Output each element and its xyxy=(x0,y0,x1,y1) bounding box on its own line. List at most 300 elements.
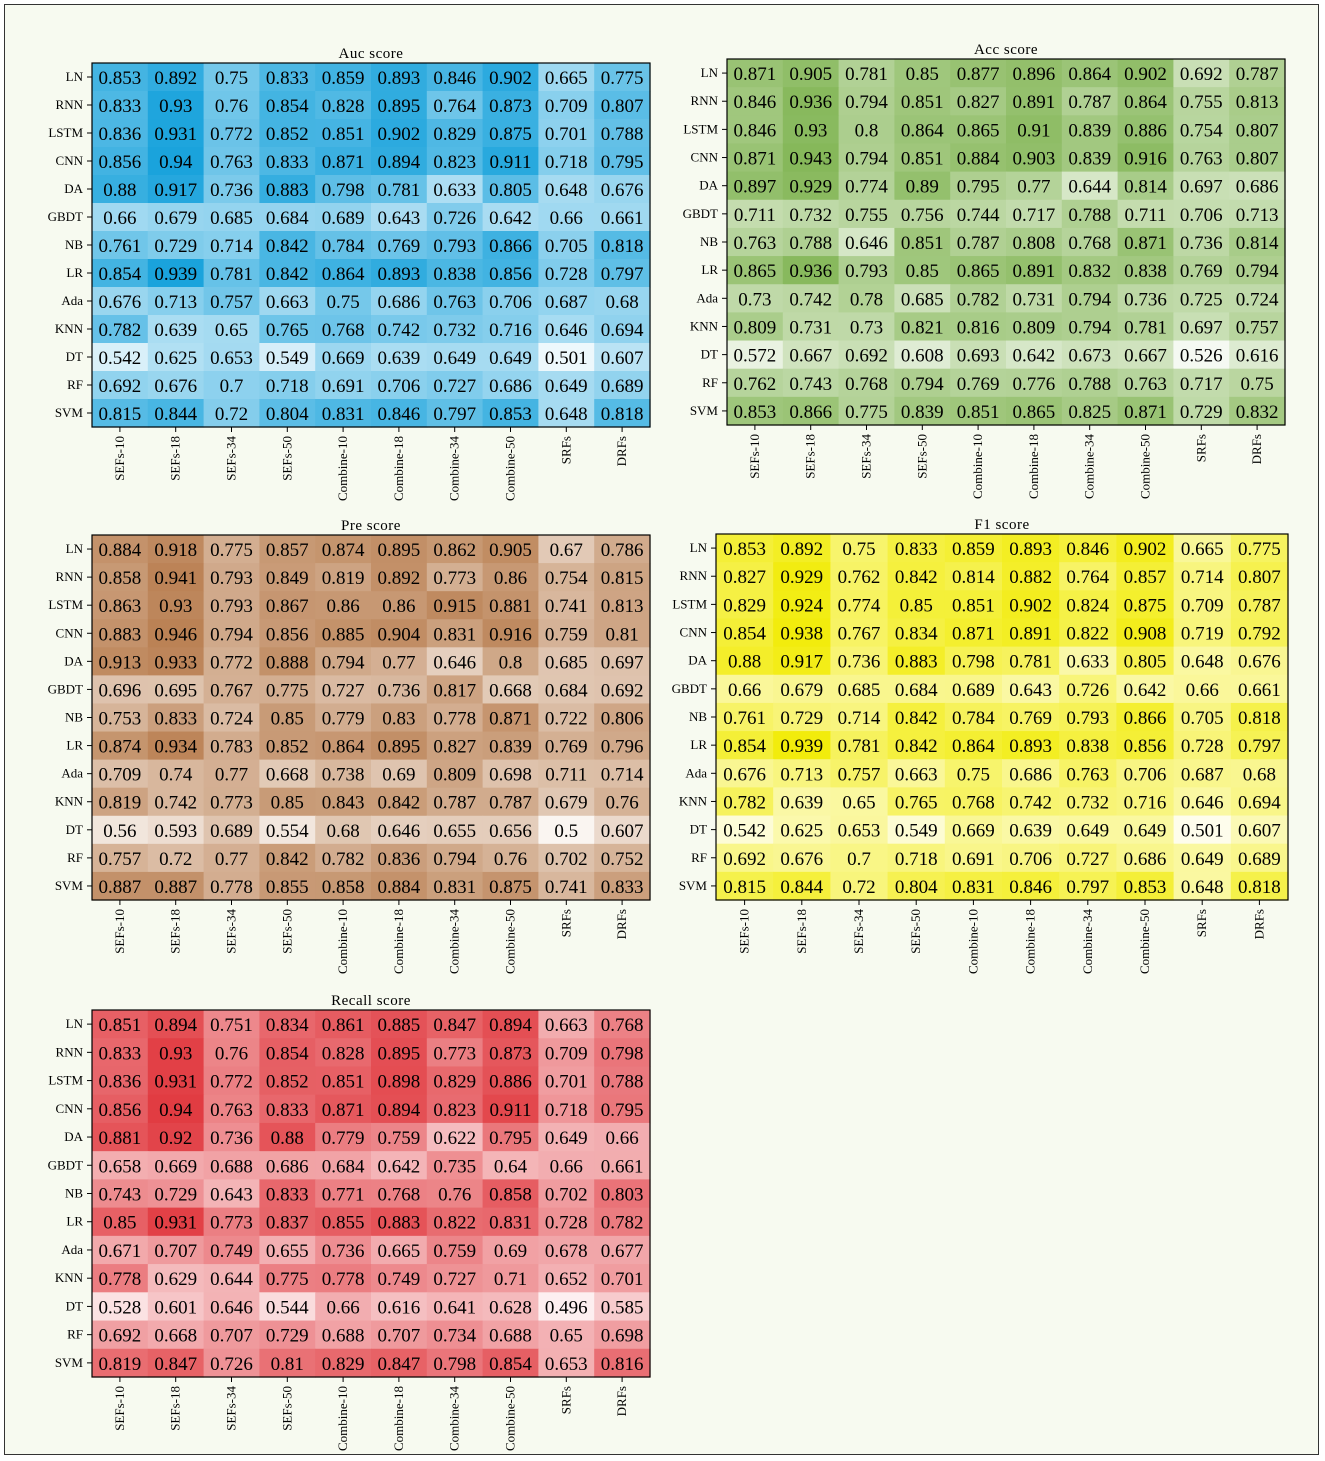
cell-value-label: 0.629 xyxy=(154,1269,198,1291)
row-label: RF xyxy=(67,377,83,392)
cell-value-label: 0.69 xyxy=(493,1240,528,1262)
cell-value-label: 0.93 xyxy=(159,596,193,618)
cell-value-label: 0.772 xyxy=(210,1071,253,1093)
cell-value-label: 0.831 xyxy=(489,1212,532,1234)
row-label: RF xyxy=(67,849,83,865)
cell-value-label: 0.797 xyxy=(600,264,644,285)
cell-value-label: 0.714 xyxy=(837,708,881,729)
cell-value-label: 0.875 xyxy=(489,124,532,145)
cell-value-label: 0.853 xyxy=(733,401,777,423)
cell-value-label: 0.65 xyxy=(842,792,876,814)
cell-value-label: 0.701 xyxy=(600,1269,644,1291)
cell-value-label: 0.836 xyxy=(377,848,421,870)
cell-value-label: 0.823 xyxy=(433,152,477,173)
cell-value-label: 0.833 xyxy=(600,876,644,898)
cell-value-label: 0.806 xyxy=(600,708,644,730)
cell-value-label: 0.877 xyxy=(956,64,1000,86)
column-label: Combine-18 xyxy=(1025,434,1041,499)
cell-value-label: 0.781 xyxy=(837,736,881,758)
cell-value-label: 0.827 xyxy=(433,736,477,758)
cell-value-label: 0.837 xyxy=(265,1212,309,1234)
cell-value-label: 0.855 xyxy=(265,876,309,898)
cell-value-label: 0.846 xyxy=(1009,876,1052,898)
cell-value-label: 0.858 xyxy=(489,1184,532,1206)
column-label: SEFs-18 xyxy=(167,909,183,954)
cell-value-label: 0.542 xyxy=(98,348,142,369)
cell-value-label: 0.753 xyxy=(98,708,142,730)
cell-value-label: 0.663 xyxy=(894,764,938,786)
cell-value-label: 0.633 xyxy=(433,180,477,201)
row-label: DA xyxy=(688,652,707,668)
cell-value-label: 0.697 xyxy=(1179,176,1223,198)
cell-value-label: 0.639 xyxy=(377,348,421,369)
cell-value-label: 0.898 xyxy=(377,1071,421,1093)
cell-value-label: 0.875 xyxy=(1123,595,1167,617)
cell-value-label: 0.685 xyxy=(544,652,588,674)
cell-value-label: 0.827 xyxy=(723,567,766,589)
cell-value-label: 0.784 xyxy=(321,236,365,257)
cell-value-label: 0.692 xyxy=(723,848,766,870)
cell-value-label: 0.775 xyxy=(265,1269,309,1291)
cell-value-label: 0.884 xyxy=(98,540,142,562)
cell-value-label: 0.649 xyxy=(1066,820,1110,842)
cell-value-label: 0.911 xyxy=(489,152,532,173)
cell-value-label: 0.839 xyxy=(1068,120,1112,142)
column-label: Combine-50 xyxy=(1137,434,1153,499)
cell-value-label: 0.895 xyxy=(377,1043,421,1065)
row-label: LR xyxy=(66,737,83,753)
cell-value-label: 0.831 xyxy=(433,624,477,646)
column-label: SEFs-50 xyxy=(279,436,295,481)
cell-value-label: 0.665 xyxy=(377,1240,421,1262)
cell-value-label: 0.646 xyxy=(845,233,888,254)
cell-value-label: 0.859 xyxy=(321,68,365,89)
cell-value-label: 0.763 xyxy=(1066,764,1110,786)
cell-value-label: 0.804 xyxy=(894,876,938,898)
cell-value-label: 0.66 xyxy=(103,208,137,229)
cell-value-label: 0.722 xyxy=(544,708,588,730)
cell-value-label: 0.757 xyxy=(98,848,142,870)
cell-value-label: 0.665 xyxy=(544,68,588,89)
cell-value-label: 0.866 xyxy=(489,236,532,257)
cell-value-label: 0.724 xyxy=(210,708,253,730)
row-label: SVM xyxy=(54,405,83,420)
cell-value-label: 0.729 xyxy=(265,1325,309,1347)
cell-value-label: 0.68 xyxy=(326,820,360,842)
column-label: SEFs-18 xyxy=(802,434,818,479)
cell-value-label: 0.65 xyxy=(549,1325,583,1347)
row-label: LN xyxy=(65,1016,83,1032)
cell-value-label: 0.851 xyxy=(900,148,944,170)
cell-value-label: 0.616 xyxy=(1235,345,1279,367)
cell-value-label: 0.639 xyxy=(1009,820,1052,842)
cell-value-label: 0.607 xyxy=(600,348,644,369)
cell-value-label: 0.718 xyxy=(894,848,938,870)
cell-value-label: 0.639 xyxy=(154,320,198,341)
row-label: SVM xyxy=(54,877,83,893)
row-label: LR xyxy=(66,1213,83,1229)
cell-value-label: 0.871 xyxy=(1124,233,1167,254)
cell-value-label: 0.771 xyxy=(321,1184,365,1206)
cell-value-label: 0.71 xyxy=(493,1269,528,1291)
cell-value-label: 0.768 xyxy=(952,792,995,814)
cell-value-label: 0.858 xyxy=(321,876,365,898)
cell-value-label: 0.866 xyxy=(1123,708,1167,729)
cell-value-label: 0.625 xyxy=(780,820,824,842)
row-label: LSTM xyxy=(48,597,83,613)
cell-value-label: 0.849 xyxy=(265,568,309,590)
cell-value-label: 0.856 xyxy=(98,1099,142,1121)
cell-value-label: 0.742 xyxy=(154,792,198,814)
cell-value-label: 0.641 xyxy=(433,1297,477,1319)
cell-value-label: 0.778 xyxy=(98,1269,142,1291)
cell-value-label: 0.865 xyxy=(733,261,777,283)
cell-value-label: 0.871 xyxy=(1124,401,1167,423)
cell-value-label: 0.692 xyxy=(1179,64,1223,86)
heatmap-0 xyxy=(48,46,651,501)
row-label: DT xyxy=(700,346,718,362)
cell-value-label: 0.905 xyxy=(789,64,833,86)
cell-value-label: 0.817 xyxy=(433,680,477,702)
cell-value-label: 0.769 xyxy=(377,236,421,257)
row-label: RNN xyxy=(679,568,707,584)
cell-value-label: 0.642 xyxy=(377,1156,421,1178)
cell-value-label: 0.816 xyxy=(600,1353,644,1375)
column-label: Combine-18 xyxy=(1022,909,1038,974)
cell-value-label: 0.856 xyxy=(1123,736,1167,758)
cell-value-label: 0.686 xyxy=(265,1156,309,1178)
cell-value-label: 0.852 xyxy=(265,1071,309,1093)
row-label: GBDT xyxy=(682,205,718,221)
column-label: SEFs-18 xyxy=(167,1386,183,1431)
row-label: Ada xyxy=(61,765,83,781)
cell-value-label: 0.72 xyxy=(842,876,876,898)
cell-value-label: 0.663 xyxy=(544,1015,588,1037)
cell-value-label: 0.676 xyxy=(1238,651,1281,673)
cell-value-label: 0.73 xyxy=(849,317,884,339)
cell-value-label: 0.846 xyxy=(433,68,477,89)
cell-value-label: 0.68 xyxy=(1242,764,1277,786)
cell-value-label: 0.759 xyxy=(544,624,588,646)
cell-value-label: 0.768 xyxy=(377,1184,421,1206)
cell-value-label: 0.725 xyxy=(1179,289,1223,311)
cell-value-label: 0.788 xyxy=(1068,204,1112,226)
cell-value-label: 0.669 xyxy=(154,1156,198,1178)
cell-value-label: 0.794 xyxy=(1235,261,1279,283)
cell-value-label: 0.795 xyxy=(489,1128,532,1150)
cell-value-label: 0.902 xyxy=(1009,595,1052,617)
cell-value-label: 0.902 xyxy=(489,68,532,89)
cell-value-label: 0.847 xyxy=(377,1353,421,1375)
row-label: Ada xyxy=(696,290,718,306)
row-label: LR xyxy=(701,262,718,278)
cell-value-label: 0.652 xyxy=(544,1269,588,1291)
row-label: NB xyxy=(699,234,718,249)
column-label: SRFs xyxy=(558,909,574,938)
cell-value-label: 0.89 xyxy=(905,176,939,198)
cell-value-label: 0.896 xyxy=(1012,64,1056,86)
cell-value-label: 0.787 xyxy=(433,792,477,814)
cell-value-label: 0.831 xyxy=(321,404,365,425)
row-label: LN xyxy=(689,540,707,556)
cell-value-label: 0.661 xyxy=(600,1156,644,1178)
cell-value-label: 0.862 xyxy=(433,540,477,562)
cell-value-label: 0.714 xyxy=(1180,567,1224,589)
cell-value-label: 0.646 xyxy=(210,1297,253,1319)
cell-value-label: 0.705 xyxy=(1180,708,1224,729)
cell-value-label: 0.765 xyxy=(265,320,309,341)
cell-value-label: 0.688 xyxy=(321,1325,365,1347)
cell-value-label: 0.86 xyxy=(382,596,416,618)
cell-value-label: 0.714 xyxy=(600,764,644,786)
cell-value-label: 0.805 xyxy=(489,180,532,201)
cell-value-label: 0.842 xyxy=(265,236,309,257)
cell-value-label: 0.853 xyxy=(489,404,532,425)
cell-value-label: 0.85 xyxy=(899,595,933,617)
cell-value-label: 0.831 xyxy=(952,876,995,898)
cell-value-label: 0.691 xyxy=(952,848,995,870)
cell-value-label: 0.713 xyxy=(780,764,824,786)
cell-value-label: 0.903 xyxy=(1012,148,1056,170)
cell-value-label: 0.644 xyxy=(1068,176,1112,198)
cell-value-label: 0.883 xyxy=(894,651,938,673)
cell-value-label: 0.883 xyxy=(265,180,309,201)
cell-value-label: 0.824 xyxy=(1066,595,1110,617)
cell-value-label: 0.544 xyxy=(265,1297,309,1319)
cell-value-label: 0.694 xyxy=(1238,792,1281,814)
column-label: Combine-10 xyxy=(335,1386,351,1451)
column-label: DRFs xyxy=(614,436,630,467)
cell-value-label: 0.834 xyxy=(265,1015,309,1037)
cell-value-label: 0.775 xyxy=(600,68,644,89)
row-label: LN xyxy=(700,65,718,81)
cell-value-label: 0.698 xyxy=(489,764,532,786)
cell-value-label: 0.743 xyxy=(98,1184,142,1206)
cell-value-label: 0.709 xyxy=(98,764,142,786)
cell-value-label: 0.85 xyxy=(103,1212,137,1234)
cell-value-label: 0.859 xyxy=(952,539,995,561)
row-label: DA xyxy=(699,177,718,193)
row-label: Ada xyxy=(685,765,707,781)
row-label: KNN xyxy=(678,793,707,809)
cell-value-label: 0.814 xyxy=(1124,176,1167,198)
column-label: SEFs-34 xyxy=(223,909,239,954)
cell-value-label: 0.679 xyxy=(154,208,198,229)
cell-value-label: 0.853 xyxy=(1123,876,1167,898)
cell-value-label: 0.655 xyxy=(265,1240,309,1262)
column-label: Combine-34 xyxy=(446,436,462,501)
cell-value-label: 0.686 xyxy=(1009,764,1052,786)
column-label: Combine-10 xyxy=(335,436,351,501)
chart-title: Recall score xyxy=(331,993,411,1009)
cell-value-label: 0.857 xyxy=(265,540,309,562)
cell-value-label: 0.917 xyxy=(154,180,198,201)
cell-value-label: 0.76 xyxy=(493,848,528,870)
cell-value-label: 0.842 xyxy=(894,567,938,589)
cell-value-label: 0.833 xyxy=(265,152,309,173)
cell-value-label: 0.763 xyxy=(210,152,253,173)
cell-value-label: 0.77 xyxy=(382,652,416,674)
cell-value-label: 0.885 xyxy=(321,624,365,646)
cell-value-label: 0.813 xyxy=(600,596,644,618)
row-label: LR xyxy=(690,737,707,753)
cell-value-label: 0.633 xyxy=(1066,651,1110,673)
cell-value-label: 0.91 xyxy=(1017,120,1051,142)
cell-value-label: 0.639 xyxy=(780,792,824,814)
cell-value-label: 0.832 xyxy=(1235,401,1279,423)
cell-value-label: 0.751 xyxy=(210,1015,253,1037)
row-label: SVM xyxy=(689,402,718,418)
cell-value-label: 0.83 xyxy=(382,708,416,730)
column-label: DRFs xyxy=(614,1386,630,1417)
cell-value-label: 0.769 xyxy=(1179,261,1223,283)
row-label: CNN xyxy=(55,625,83,641)
cell-value-label: 0.585 xyxy=(600,1297,644,1319)
cell-value-label: 0.874 xyxy=(98,736,142,758)
cell-value-label: 0.734 xyxy=(433,1325,477,1347)
cell-value-label: 0.756 xyxy=(900,204,944,226)
cell-value-label: 0.658 xyxy=(98,1156,142,1178)
cell-value-label: 0.607 xyxy=(1238,820,1281,842)
cell-value-label: 0.685 xyxy=(900,289,944,311)
cell-value-label: 0.832 xyxy=(1068,261,1112,283)
cell-value-label: 0.754 xyxy=(544,568,588,590)
cell-value-label: 0.81 xyxy=(605,624,639,646)
row-label: KNN xyxy=(54,321,83,336)
cell-value-label: 0.769 xyxy=(544,736,588,758)
cell-value-label: 0.86 xyxy=(493,568,528,590)
cell-value-label: 0.656 xyxy=(489,820,532,842)
row-label: RF xyxy=(691,849,707,865)
cell-value-label: 0.855 xyxy=(321,1212,365,1234)
cell-value-label: 0.934 xyxy=(154,736,198,758)
cell-value-label: 0.7 xyxy=(219,376,244,397)
cell-value-label: 0.642 xyxy=(1012,345,1056,367)
cell-value-label: 0.601 xyxy=(154,1297,198,1319)
cell-value-label: 0.854 xyxy=(723,623,766,645)
cell-value-label: 0.819 xyxy=(98,792,142,814)
row-label: LR xyxy=(66,265,83,280)
row-label: GBDT xyxy=(671,680,707,696)
cell-value-label: 0.881 xyxy=(489,596,532,618)
row-label: CNN xyxy=(679,624,707,640)
cell-value-label: 0.66 xyxy=(605,1128,639,1150)
cell-value-label: 0.768 xyxy=(1068,233,1112,254)
figure-panel xyxy=(4,4,1319,1455)
cell-value-label: 0.887 xyxy=(98,876,142,898)
cell-value-label: 0.939 xyxy=(154,264,198,285)
cell-value-label: 0.819 xyxy=(98,1353,142,1375)
cell-value-label: 0.814 xyxy=(1235,233,1279,254)
cell-value-label: 0.874 xyxy=(321,540,365,562)
cell-value-label: 0.782 xyxy=(98,320,142,341)
row-label: DA xyxy=(64,1129,83,1145)
cell-value-label: 0.797 xyxy=(1238,736,1281,758)
row-label: LN xyxy=(65,69,83,84)
cell-value-label: 0.818 xyxy=(1238,876,1281,898)
cell-value-label: 0.782 xyxy=(956,289,1000,311)
cell-value-label: 0.813 xyxy=(1235,92,1279,114)
cell-value-label: 0.701 xyxy=(544,124,588,145)
cell-value-label: 0.807 xyxy=(600,96,644,117)
cell-value-label: 0.936 xyxy=(789,92,833,114)
cell-value-label: 0.726 xyxy=(1066,679,1110,701)
cell-value-label: 0.724 xyxy=(1235,289,1279,311)
cell-value-label: 0.689 xyxy=(210,820,253,842)
cell-value-label: 0.886 xyxy=(1124,120,1167,142)
cell-value-label: 0.741 xyxy=(544,876,588,898)
cell-value-label: 0.816 xyxy=(956,317,1000,339)
cell-value-label: 0.676 xyxy=(780,848,824,870)
cell-value-label: 0.827 xyxy=(956,92,1000,114)
cell-value-label: 0.676 xyxy=(98,292,142,313)
cell-value-label: 0.838 xyxy=(433,264,477,285)
cell-value-label: 0.749 xyxy=(377,1269,421,1291)
cell-value-label: 0.865 xyxy=(956,261,1000,283)
cell-value-label: 0.818 xyxy=(1238,708,1281,729)
cell-value-label: 0.784 xyxy=(952,708,995,729)
column-label: Combine-50 xyxy=(1137,909,1152,974)
cell-value-label: 0.749 xyxy=(210,1240,253,1262)
cell-value-label: 0.833 xyxy=(265,68,309,89)
cell-value-label: 0.93 xyxy=(794,120,828,142)
cell-value-label: 0.75 xyxy=(326,292,360,313)
cell-value-label: 0.897 xyxy=(733,176,777,198)
column-label: SEFs-34 xyxy=(223,436,239,481)
row-label: CNN xyxy=(55,1100,83,1116)
cell-value-label: 0.7 xyxy=(847,848,871,870)
cell-value-label: 0.667 xyxy=(1124,345,1167,367)
cell-value-label: 0.843 xyxy=(321,792,365,814)
cell-value-label: 0.781 xyxy=(1009,651,1052,673)
cell-value-label: 0.793 xyxy=(1066,708,1110,729)
cell-value-label: 0.67 xyxy=(549,540,583,562)
heatmap-2 xyxy=(48,518,651,974)
row-label: CNN xyxy=(55,153,83,168)
column-label: SEFs-10 xyxy=(111,436,127,481)
cell-value-label: 0.797 xyxy=(1066,876,1110,898)
cell-value-label: 0.825 xyxy=(1068,401,1112,423)
cell-value-label: 0.94 xyxy=(159,152,193,173)
cell-value-label: 0.742 xyxy=(1009,792,1052,814)
cell-value-label: 0.822 xyxy=(1066,623,1110,645)
cell-value-label: 0.894 xyxy=(489,1015,532,1037)
cell-value-label: 0.727 xyxy=(433,376,477,397)
cell-value-label: 0.863 xyxy=(98,596,142,618)
cell-value-label: 0.526 xyxy=(1179,345,1223,367)
cell-value-label: 0.809 xyxy=(733,317,777,339)
heatmap-4 xyxy=(48,993,651,1451)
column-label: SRFs xyxy=(558,436,574,465)
cell-value-label: 0.765 xyxy=(894,792,938,814)
cell-value-label: 0.88 xyxy=(727,651,762,673)
cell-value-label: 0.786 xyxy=(600,540,644,562)
cell-value-label: 0.809 xyxy=(1012,317,1056,339)
cell-value-label: 0.685 xyxy=(210,208,253,229)
cell-value-label: 0.894 xyxy=(377,1099,421,1121)
row-label: GBDT xyxy=(47,681,83,697)
cell-value-label: 0.885 xyxy=(377,1015,421,1037)
heatmap-1 xyxy=(683,42,1286,499)
cell-value-label: 0.762 xyxy=(733,373,777,395)
cell-value-label: 0.686 xyxy=(489,376,532,397)
chart-title: Auc score xyxy=(338,46,404,62)
cell-value-label: 0.759 xyxy=(377,1128,421,1150)
cell-value-label: 0.787 xyxy=(1068,92,1112,114)
cell-value-label: 0.815 xyxy=(600,568,644,590)
cell-value-label: 0.794 xyxy=(321,652,365,674)
row-label: RF xyxy=(67,1326,83,1342)
